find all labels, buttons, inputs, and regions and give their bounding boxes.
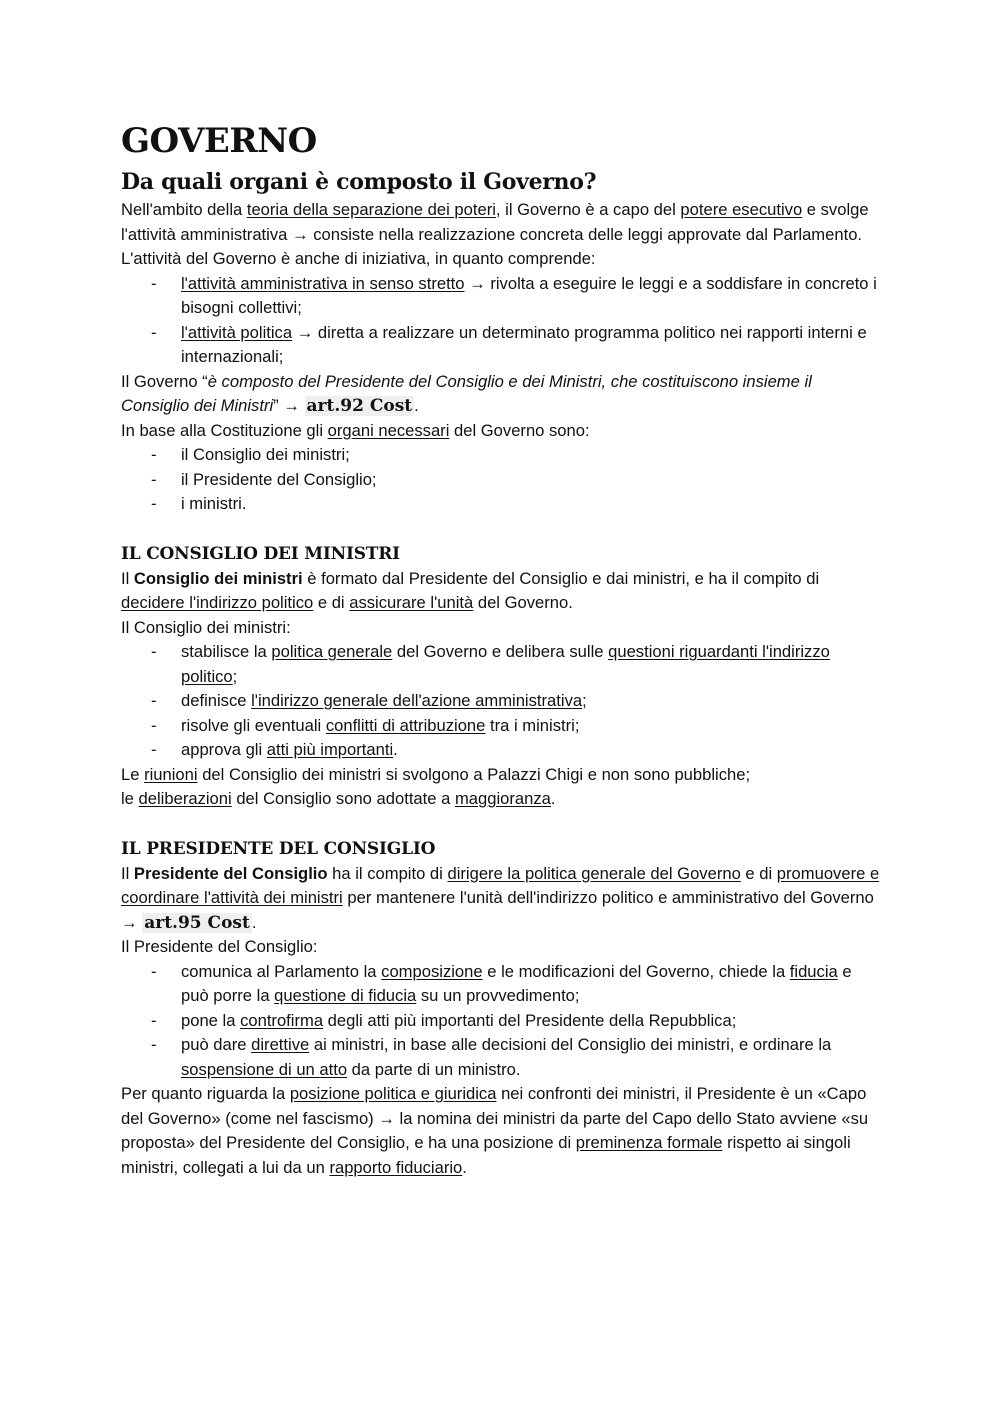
- article-reference: art.95 Cost: [144, 912, 250, 933]
- list-item: - definisce l'indirizzo generale dell'azione amministrativa;: [121, 689, 882, 714]
- consiglio-intro: Il Consiglio dei ministri:: [121, 617, 291, 637]
- page-title: GOVERNO: [121, 121, 317, 161]
- term-separazione-poteri: teoria della separazione dei poteri: [246, 200, 496, 219]
- organs-paragraph: In base alla Costituzione gli organi necessari del Governo sono:: [121, 420, 590, 440]
- list-item: - può dare direttive ai ministri, in base alle decisioni del Consiglio dei ministri, e ordinare la sospensione di un atto da parte di un ministro.: [121, 1033, 882, 1082]
- list-item: - l'attività politica → diretta a realizzare un determinato programma politico nei rapporti interni e internazionali;: [121, 321, 882, 370]
- article-reference: art.92 Cost: [306, 396, 413, 416]
- riunioni-paragraph: Le riunioni del Consiglio dei ministri si svolgono a Palazzi Chigi e non sono pubbliche;: [121, 764, 751, 784]
- list-item: - pone la controfirma degli atti più importanti del Presidente della Repubblica;: [121, 1009, 882, 1034]
- list-item: - il Presidente del Consiglio;: [121, 468, 882, 493]
- deliberazioni-paragraph: le deliberazioni del Consiglio sono adottate a maggioranza.: [121, 789, 556, 808]
- list-item: - l'attività amministrativa in senso stretto → rivolta a eseguire le leggi e a soddisfare in concreto i bisogni collettivi;: [121, 272, 882, 321]
- list-item: - risolve gli eventuali conflitti di attribuzione tra i ministri;: [121, 714, 882, 739]
- consiglio-paragraph: Il Consiglio dei ministri è formato dal Presidente del Consiglio e dai ministri, e ha il compito di decidere l'indirizzo politico e di assicurare l'unità del Governo.: [121, 568, 820, 612]
- section-heading-presidente: IL PRESIDENTE DEL CONSIGLIO: [121, 838, 436, 859]
- presidente-list: [121, 960, 882, 1083]
- presidente-intro: Il Presidente del Consiglio:: [121, 937, 318, 956]
- list-item: - comunica al Parlamento la composizione e le modificazioni del Governo, chiede la fiducia e può porre la questione di fiducia su un provvedimento;: [121, 960, 882, 1009]
- posizione-paragraph: Per quanto riguarda la posizione politica e giuridica nei confronti dei ministri, il Presidente è un «Capo del Governo» (come nel fascismo) → la nomina dei ministri da parte del Capo dello Stato avviene «su proposta» del Presidente del Consiglio, e ha una posizione di preminenza formale rispetto ai singoli ministri, collegati a lui da un rapporto fiduciario.: [121, 1084, 869, 1177]
- list-item: - approva gli atti più importanti.: [121, 738, 882, 763]
- page-subtitle: Da quali organi è composto il Governo?: [121, 169, 597, 195]
- organs-list: [121, 443, 882, 517]
- activity-list: [121, 272, 882, 370]
- intro-paragraph: Nell'ambito della teoria della separazione dei poteri, il Governo è a capo del potere esecutivo e svolge l'attività amministrativa → consiste nella realizzazione concreta delle leggi approvate dal Parlamento.: [121, 200, 869, 244]
- presidente-paragraph: Il Presidente del Consiglio ha il compito di dirigere la politica generale del Governo e di promuovere e coordinare l'attività dei ministri per mantenere l'unità dell'indirizzo politico e amministrativo del Governo → art.95 Cost .: [121, 863, 880, 933]
- list-item: - i ministri.: [121, 492, 882, 517]
- list-item: - stabilisce la politica generale del Governo e delibera sulle questioni riguardanti l'indirizzo politico;: [121, 640, 882, 689]
- term-potere-esecutivo: potere esecutivo: [680, 200, 803, 219]
- section-heading-consiglio: IL CONSIGLIO DEI MINISTRI: [121, 543, 400, 564]
- list-item: - il Consiglio dei ministri;: [121, 443, 882, 468]
- composition-paragraph: Il Governo “è composto del Presidente del Consiglio e dei Ministri, che costituiscono insieme il Consiglio dei Ministri” → art.92 Cost .: [121, 371, 812, 416]
- activity-paragraph: L'attività del Governo è anche di iniziativa, in quanto comprende:: [121, 249, 596, 268]
- consiglio-list: [121, 640, 882, 763]
